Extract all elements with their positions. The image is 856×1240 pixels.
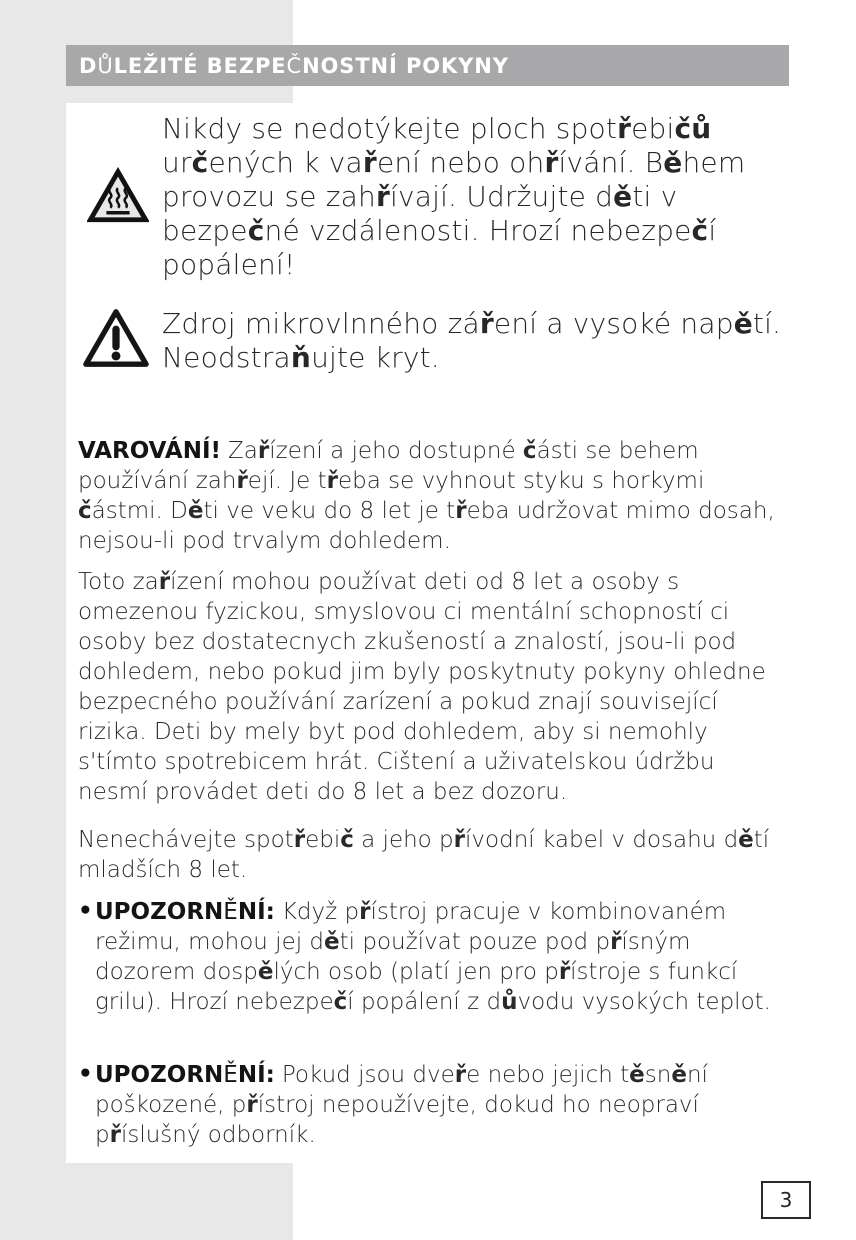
bullet-marker: •	[78, 1061, 93, 1087]
microwave-warning-text: Zdroj mikrovlnného záření a vysoké napětí. Neodstraňujte kryt.	[162, 307, 782, 374]
bullet-upozorneni-combi-mode	[78, 897, 788, 1017]
paragraph-usage-by-children	[78, 567, 780, 807]
content-panel	[66, 103, 792, 1163]
paragraph-varovani	[78, 436, 780, 556]
paragraph-text: Zařízení a jeho dostupné části se behem používání zahřejí. Je třeba se vyhnout styku s horkymi částmi. Děti ve veku do 8 let je třeba udržovat mimo dosah, nejsou-li pod trvalym dohledem.	[78, 438, 775, 554]
page-title: DŮLEŽITÉ BEZPEČNOSTNÍ POKYNY	[79, 53, 509, 78]
paragraph-cord-reach	[78, 825, 780, 885]
bullet-upozorneni-door-seal	[78, 1060, 788, 1150]
upozorneni-label: UPOZORNĚNÍ:	[95, 1062, 275, 1088]
upozorneni-label: UPOZORNĚNÍ:	[95, 899, 275, 925]
exclamation-triangle-icon	[80, 305, 152, 371]
hot-surface-icon	[87, 167, 149, 225]
bullet-text: Pokud jsou dveře nebo jejich těsnění poškozené, přístroj nepoužívejte, dokud ho neopraví příslušný odborník.	[95, 1062, 708, 1148]
page-number: 3	[779, 1188, 793, 1212]
hot-surface-warning-text: Nikdy se nedotýkejte ploch spotřebičů určených k vaření nebo ohřívání. Během provozu se zahřívají. Udržujte děti v bezpečné vzdálenosti. Hrozí nebezpečí popálení!	[162, 112, 746, 281]
varovani-label: VAROVÁNÍ!	[78, 438, 222, 464]
bullet-text: Když přístroj pracuje v kombinovaném režimu, mohou jej děti používat pouze pod přísným dozorem dospělých osob (platí jen pro přístroje s funkcí grilu). Hrozí nebezpečí popálení z důvodu vysokých teplot.	[95, 899, 771, 1015]
bullet-marker: •	[78, 898, 93, 924]
section-header	[66, 45, 789, 86]
paragraph-text: Nenechávejte spotřebič a jeho přívodní kabel v dosahu dětí mladších 8 let.	[78, 827, 770, 883]
paragraph-text: Toto zařízení mohou používat deti od 8 let a osoby s omezenou fyzickou, smyslovou ci mentální schopností ci osoby bez dostatecnych zkušeností a znalostí, jsou-li pod dohledem, nebo pokud jim byly poskytnuty pokyny ohledne bezpecného používání zarízení a pokud znají související rizika. Deti by mely byt pod dohledem, aby si nemohly s'tímto spotrebicem hrát. Cištení a uživatelskou údržbu nesmí provádet deti do 8 let a bez dozoru.	[78, 569, 766, 805]
page-number-box	[761, 1181, 811, 1219]
